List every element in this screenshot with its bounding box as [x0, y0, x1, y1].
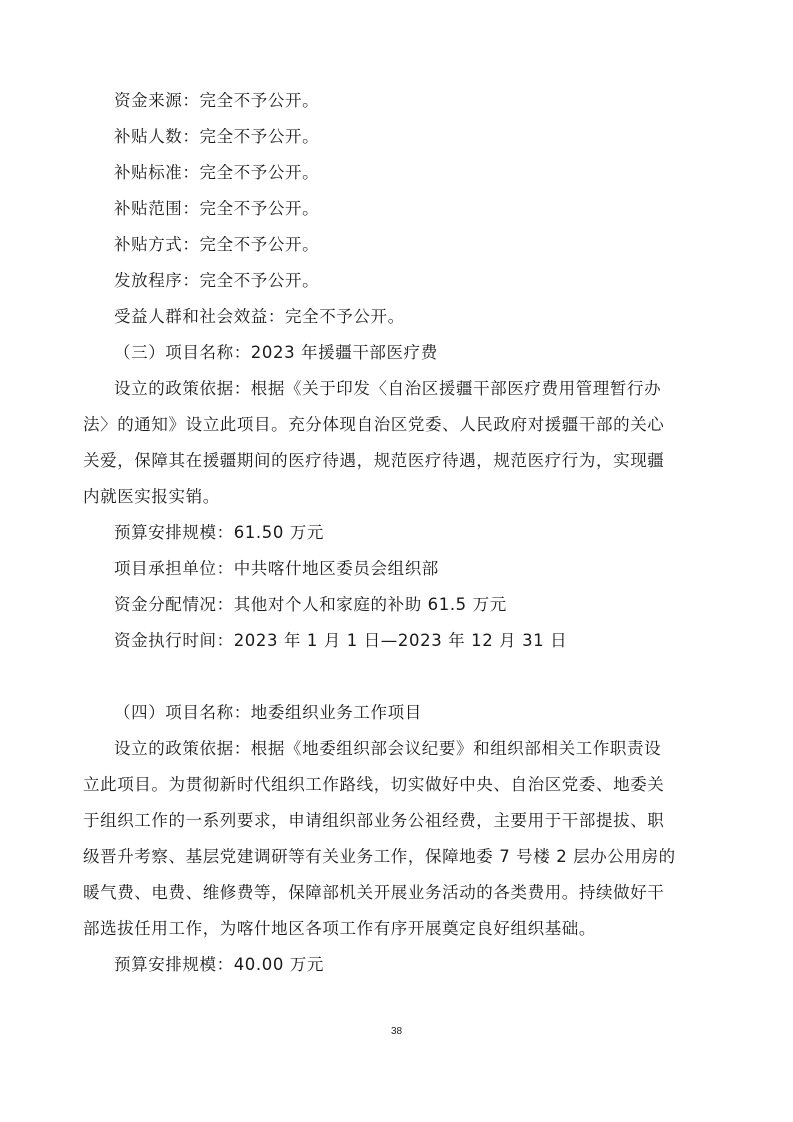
subsidy-count-line: 补贴人数：完全不予公开。 — [114, 127, 320, 146]
policy-basis-2-line-1: 设立的政策依据：根据《地委组织部会议纪要》和组织部相关工作职责设 — [114, 739, 662, 758]
policy-basis-1-line-3: 关爱，保障其在援疆期间的医疗待遇，规范医疗待遇，规范医疗行为，实现疆 — [83, 451, 665, 470]
policy-basis-2-line-3: 于组织工作的一系列要求，申请组织部业务公祖经费，主要用于干部提拔、职 — [83, 811, 665, 830]
policy-basis-2-line-5: 暖气费、电费、维修费等，保障部机关开展业务活动的各类费用。持续做好干 — [83, 883, 665, 902]
policy-basis-1-line-4: 内就医实报实销。 — [83, 487, 220, 506]
beneficiaries-line: 受益人群和社会效益：完全不予公开。 — [114, 307, 405, 326]
funding-source-line: 资金来源：完全不予公开。 — [114, 91, 320, 110]
responsible-unit-line: 项目承担单位：中共喀什地区委员会组织部 — [114, 559, 439, 578]
section-three-heading: （三）项目名称：2023 年援疆干部医疗费 — [114, 343, 438, 362]
policy-basis-1-line-1: 设立的政策依据：根据《关于印发〈自治区援疆干部医疗费用管理暂行办 — [114, 379, 662, 398]
section-four-heading: （四）项目名称：地委组织业务工作项目 — [114, 703, 422, 722]
subsidy-scope-line: 补贴范围：完全不予公开。 — [114, 199, 320, 218]
execution-period-line: 资金执行时间：2023 年 1 月 1 日—2023 年 12 月 31 日 — [114, 631, 568, 650]
policy-basis-2-line-6: 部选拔任用工作，为喀什地区各项工作有序开展奠定良好组织基础。 — [83, 919, 596, 938]
policy-basis-2-line-4: 级晋升考察、基层党建调研等有关业务工作，保障地委 7 号楼 2 层办公用房的 — [83, 847, 676, 866]
policy-basis-1-line-2: 法〉的通知》设立此项目。充分体现自治区党委、人民政府对援疆干部的关心 — [83, 415, 665, 434]
subsidy-standard-line: 补贴标准：完全不予公开。 — [114, 163, 320, 182]
policy-basis-2-line-2: 立此项目。为贯彻新时代组织工作路线，切实做好中央、自治区党委、地委关 — [83, 775, 665, 794]
subsidy-method-line: 补贴方式：完全不予公开。 — [114, 235, 320, 254]
distribution-procedure-line: 发放程序：完全不予公开。 — [114, 271, 320, 290]
budget-scale-2-line: 预算安排规模：40.00 万元 — [114, 955, 324, 974]
page-number: 38 — [390, 1026, 403, 1037]
fund-allocation-line: 资金分配情况：其他对个人和家庭的补助 61.5 万元 — [114, 595, 507, 614]
budget-scale-1-line: 预算安排规模：61.50 万元 — [114, 523, 324, 542]
